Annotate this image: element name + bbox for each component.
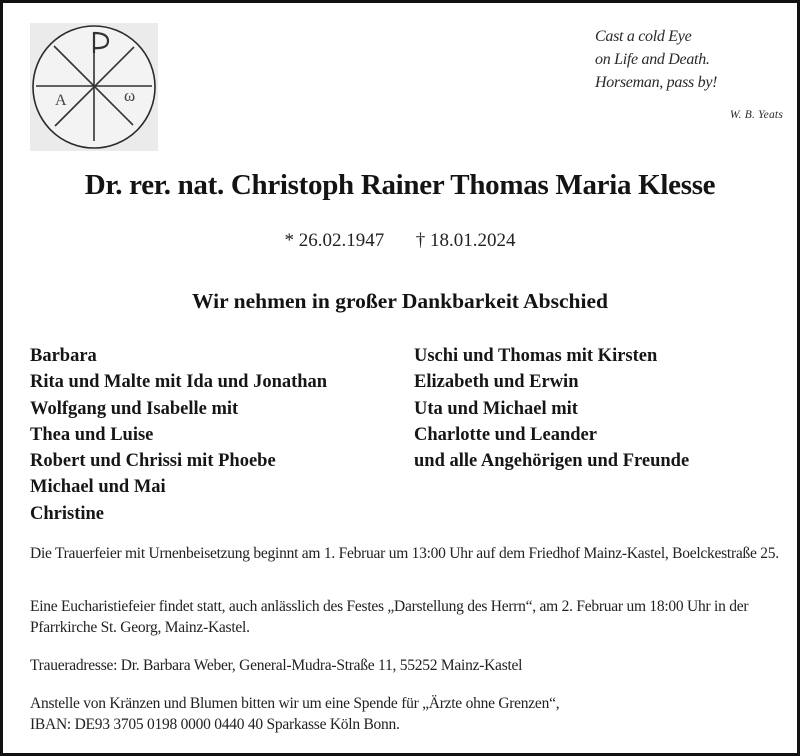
mourner-entry: und alle Angehörigen und Freunde (414, 451, 690, 472)
chi-rho-alpha-omega-icon (30, 23, 158, 151)
death-cross-icon: † (415, 230, 426, 251)
mourner-entry: Thea und Luise (30, 424, 154, 445)
deceased-name: Dr. rer. nat. Christoph Rainer Thomas Maria Klesse (84, 169, 716, 201)
eucharist-info (30, 596, 781, 638)
mourner-entry: Christine (30, 503, 104, 524)
life-dates (3, 230, 797, 252)
mourner-entry: Robert und Chrissi mit Phoebe (30, 451, 276, 472)
emblem (30, 23, 158, 151)
mourner-entry: Uschi und Thomas mit Kirsten (414, 346, 658, 366)
epigraph (595, 25, 785, 127)
mourners-column-right (414, 343, 689, 474)
epigraph-line: on Life and Death. (595, 51, 710, 68)
mourner-entry: Michael und Mai (30, 477, 166, 498)
mourner-entry: Charlotte und Leander (414, 424, 597, 445)
funeral-text: Die Trauerfeier mit Urnenbeisetzung beginnt am 1. Februar um 13:00 Uhr auf dem Friedhof Mainz-Kastel, Boelckestraße 25. (30, 545, 779, 562)
svg-text:ω: ω (124, 86, 136, 105)
funeral-info (30, 543, 781, 564)
address-text: Traueradresse: Dr. Barbara Weber, General-Mudra-Straße 11, 55252 Mainz-Kastel (30, 657, 523, 674)
donation-text: Anstelle von Kränzen und Blumen bitten wir um eine Spende für „Ärzte ohne Grenzen“, (30, 695, 560, 712)
iban-text: IBAN: DE93 3705 0198 0000 0440 40 Sparkasse Köln Bonn. (30, 716, 400, 733)
birth-date: 26.02.1947 (298, 230, 385, 251)
mourner-entry: Barbara (30, 346, 97, 366)
death-date: 18.01.2024 (430, 230, 516, 251)
svg-text:A: A (55, 92, 67, 109)
mourner-entry: Uta und Michael mit (414, 398, 578, 419)
mourner-entry: Rita und Malte mit Ida und Jonathan (30, 372, 328, 393)
farewell-heading: Wir nehmen in großer Dankbarkeit Abschied (192, 289, 608, 313)
eucharist-text: Eine Eucharistiefeier findet statt, auch anlässlich des Festes „Darstellung des Herrn“, am 2. Februar um 18:00 Uhr in der Pfarrkirche St. Georg, Mainz-Kastel. (30, 598, 749, 636)
mourning-address (30, 655, 781, 676)
epigraph-line: Cast a cold Eye (595, 28, 692, 45)
mourner-entry: Elizabeth und Erwin (414, 372, 579, 393)
mourners-column-left (30, 343, 327, 527)
birth-symbol: * (284, 230, 294, 251)
donation-info (30, 693, 781, 735)
mourner-entry: Wolfgang und Isabelle mit (30, 398, 239, 419)
epigraph-line: Horseman, pass by! (595, 74, 718, 91)
epigraph-author: W. B. Yeats (729, 109, 783, 121)
